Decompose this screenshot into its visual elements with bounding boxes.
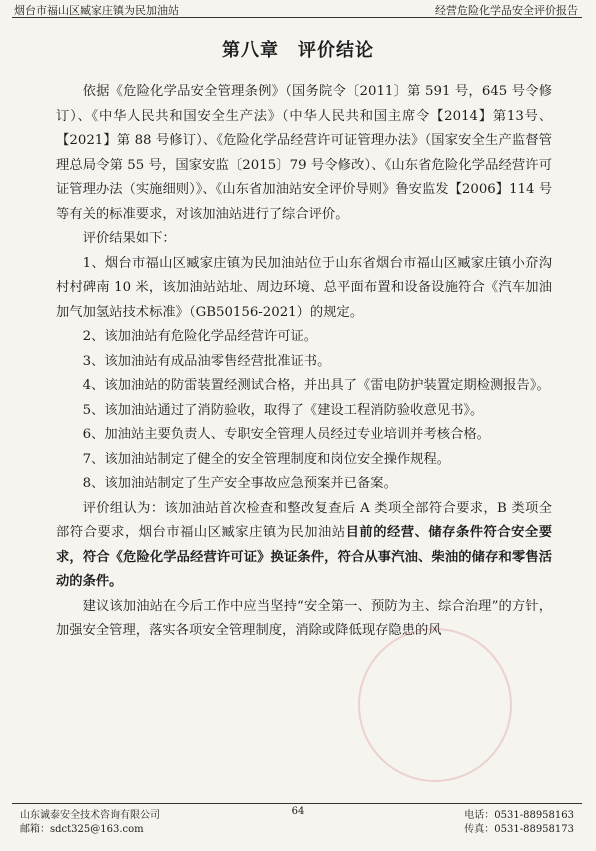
result-item-7: 7、该加油站制定了健全的安全管理制度和岗位安全操作规程。 [82, 451, 451, 467]
result-item-1: 1、烟台市福山区臧家庄镇为民加油站位于山东省烟台市福山区臧家庄镇小夼沟村村碑南 10 米，该加油站站址、周边环境、总平面布置和设备设施符合《汽车加油加气加氢站技术标准》（GB50156-2021）的规定。 [56, 255, 552, 320]
footer-email: 邮箱：sdct325@163.com [20, 824, 144, 835]
chapter-title: 第八章 评价结论 [222, 40, 374, 61]
header-left: 烟台市福山区臧家庄镇为民加油站 [14, 4, 179, 17]
document-body [56, 80, 552, 644]
footer-rule [12, 803, 582, 804]
result-item-5: 5、该加油站通过了消防验收，取得了《建设工程消防验收意见书》。 [82, 402, 484, 418]
result-item-2: 2、该加油站有危险化学品经营许可证。 [82, 329, 318, 344]
result-item-4: 4、该加油站的防雷装置经测试合格，并出具了《雷电防护装置定期检测报告》。 [82, 378, 550, 393]
basis-paragraph: 依据《危险化学品安全管理条例》（国务院令〔2011〕第 591 号，645 号令修订）、《中华人民共和国安全生产法》（中华人民共和国主席令【2014】第13号、【2021】第 88 号修订）、《危险化学品经营许可证管理办法》（国家安全生产监督管理总局令第 55 号，国家安监〔2015〕79 号令修改）、《山东省危险化学品经营许可证管理办法（实施细则）》、《山东省加油站安全评价导则》鲁安监发【2006】114 号等有关的标准要求，对该加油站进行了综合评价。 [56, 84, 552, 222]
result-item-3: 3、该加油站有成品油零售经营批准证书。 [82, 353, 331, 369]
page-number: 64 [291, 806, 305, 817]
official-seal [358, 628, 512, 782]
conclusion-paragraph [56, 497, 552, 595]
conclusion-bold-text: 目前的经营、储存条件符合安全要求，符合《危险化学品经营许可证》换证条件，符合从事汽油、柴油的储存和零售活动的条件。 [56, 525, 553, 589]
footer-tel: 电话：0531-88958163 [464, 810, 574, 821]
header-rule [12, 17, 582, 18]
result-item-6: 6、加油站主要负责人、专职安全管理人员经过专业培训并考核合格。 [82, 427, 490, 442]
footer-company: 山东诚泰安全技术咨询有限公司 [20, 810, 160, 821]
result-item-8: 8、该加油站制定了生产安全事故应急预案并已备案。 [82, 476, 397, 491]
suggestion-paragraph: 建议该加油站在今后工作中应当坚持“安全第一、预防为主、综合治理”的方针，加强安全管理，落实各项安全管理制度，消除或降低现存隐患的风 [56, 598, 552, 638]
header-right: 经营危险化学品安全评价报告 [435, 4, 578, 17]
footer-fax: 传真：0531-88958173 [464, 824, 574, 835]
conclusion-text: 评价组认为：该加油站首次检查和整改复查后 A 类项全部符合要求，B 类项全部符合要求，烟台市福山区臧家庄镇为民加油站 [56, 500, 552, 540]
results-heading: 评价结果如下： [82, 231, 176, 246]
